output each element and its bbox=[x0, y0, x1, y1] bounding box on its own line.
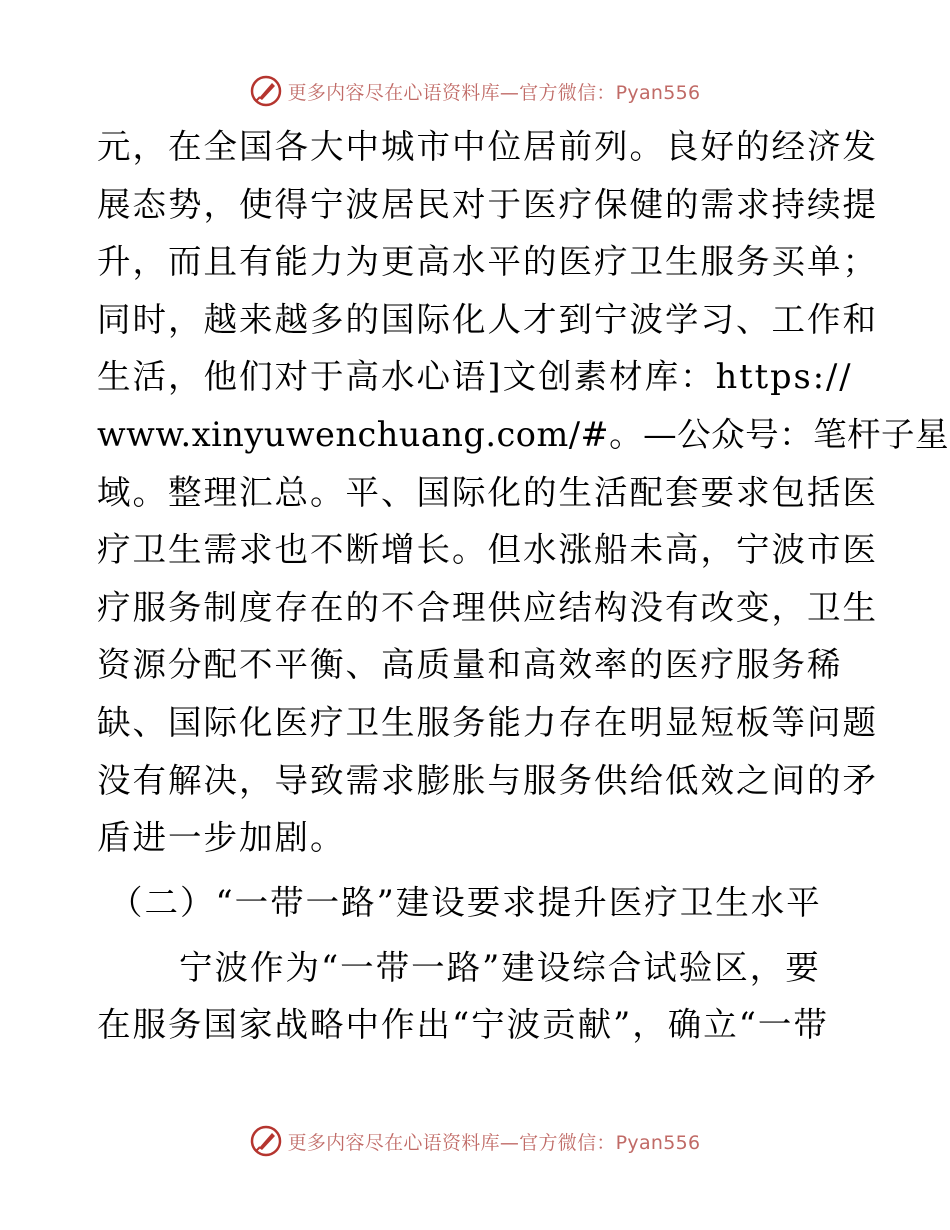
text-line: 缺、国际化医疗卫生服务能力存在明显短板等问题 bbox=[97, 702, 878, 742]
paragraph-2 bbox=[97, 939, 857, 1054]
red-quill-seal-icon bbox=[250, 75, 282, 107]
document-body bbox=[97, 118, 950, 1054]
text-line: 展态势，使得宁波居民对于医疗保健的需求持续提 bbox=[97, 184, 878, 224]
text-line: 资源分配不平衡、高质量和高效率的医疗服务稀 bbox=[97, 645, 843, 685]
text-line: 疗卫生需求也不断增长。但水涨船未高，宁波市医 bbox=[97, 530, 878, 570]
red-quill-seal-icon bbox=[250, 1125, 282, 1157]
text-line: 元，在全国各大中城市中位居前列。良好的经济发 bbox=[97, 127, 878, 166]
text-line: 同时，越来越多的国际化人才到宁波学习、工作和 bbox=[97, 299, 878, 339]
watermark-banner-top bbox=[0, 71, 950, 111]
text-line: 域。整理汇总。平、国际化的生活配套要求包括医 bbox=[97, 472, 878, 512]
watermark-text: 更多内容尽在心语资料库—官方微信：Pyan556 bbox=[287, 1131, 701, 1154]
watermark-text: 更多内容尽在心语资料库—官方微信：Pyan556 bbox=[287, 81, 701, 104]
text-line: 疗服务制度存在的不合理供应结构没有改变，卫生 bbox=[97, 587, 878, 627]
text-line: 宁波作为“一带一路”建设综合试验区，要 bbox=[179, 947, 821, 987]
paragraph-1 bbox=[97, 118, 950, 867]
text-line: www.xinyuwenchuang.com/#。—公众号：笔杆子星 bbox=[97, 414, 950, 454]
watermark-banner-bottom bbox=[0, 1121, 950, 1161]
text-line: 在服务国家战略中作出“宁波贡献”，确立“一带 bbox=[97, 1005, 829, 1045]
text-line: 生活，他们对于高水心语]文创素材库：https:// bbox=[97, 357, 853, 397]
text-line: 没有解决，导致需求膨胀与服务供给低效之间的矛 bbox=[97, 760, 878, 800]
text-line: 升，而且有能力为更高水平的医疗卫生服务买单； bbox=[97, 242, 878, 282]
text-line: 盾进一步加剧。 bbox=[97, 818, 346, 858]
section-heading: （二）“一带一路”建设要求提升医疗卫生水平 bbox=[109, 882, 822, 922]
